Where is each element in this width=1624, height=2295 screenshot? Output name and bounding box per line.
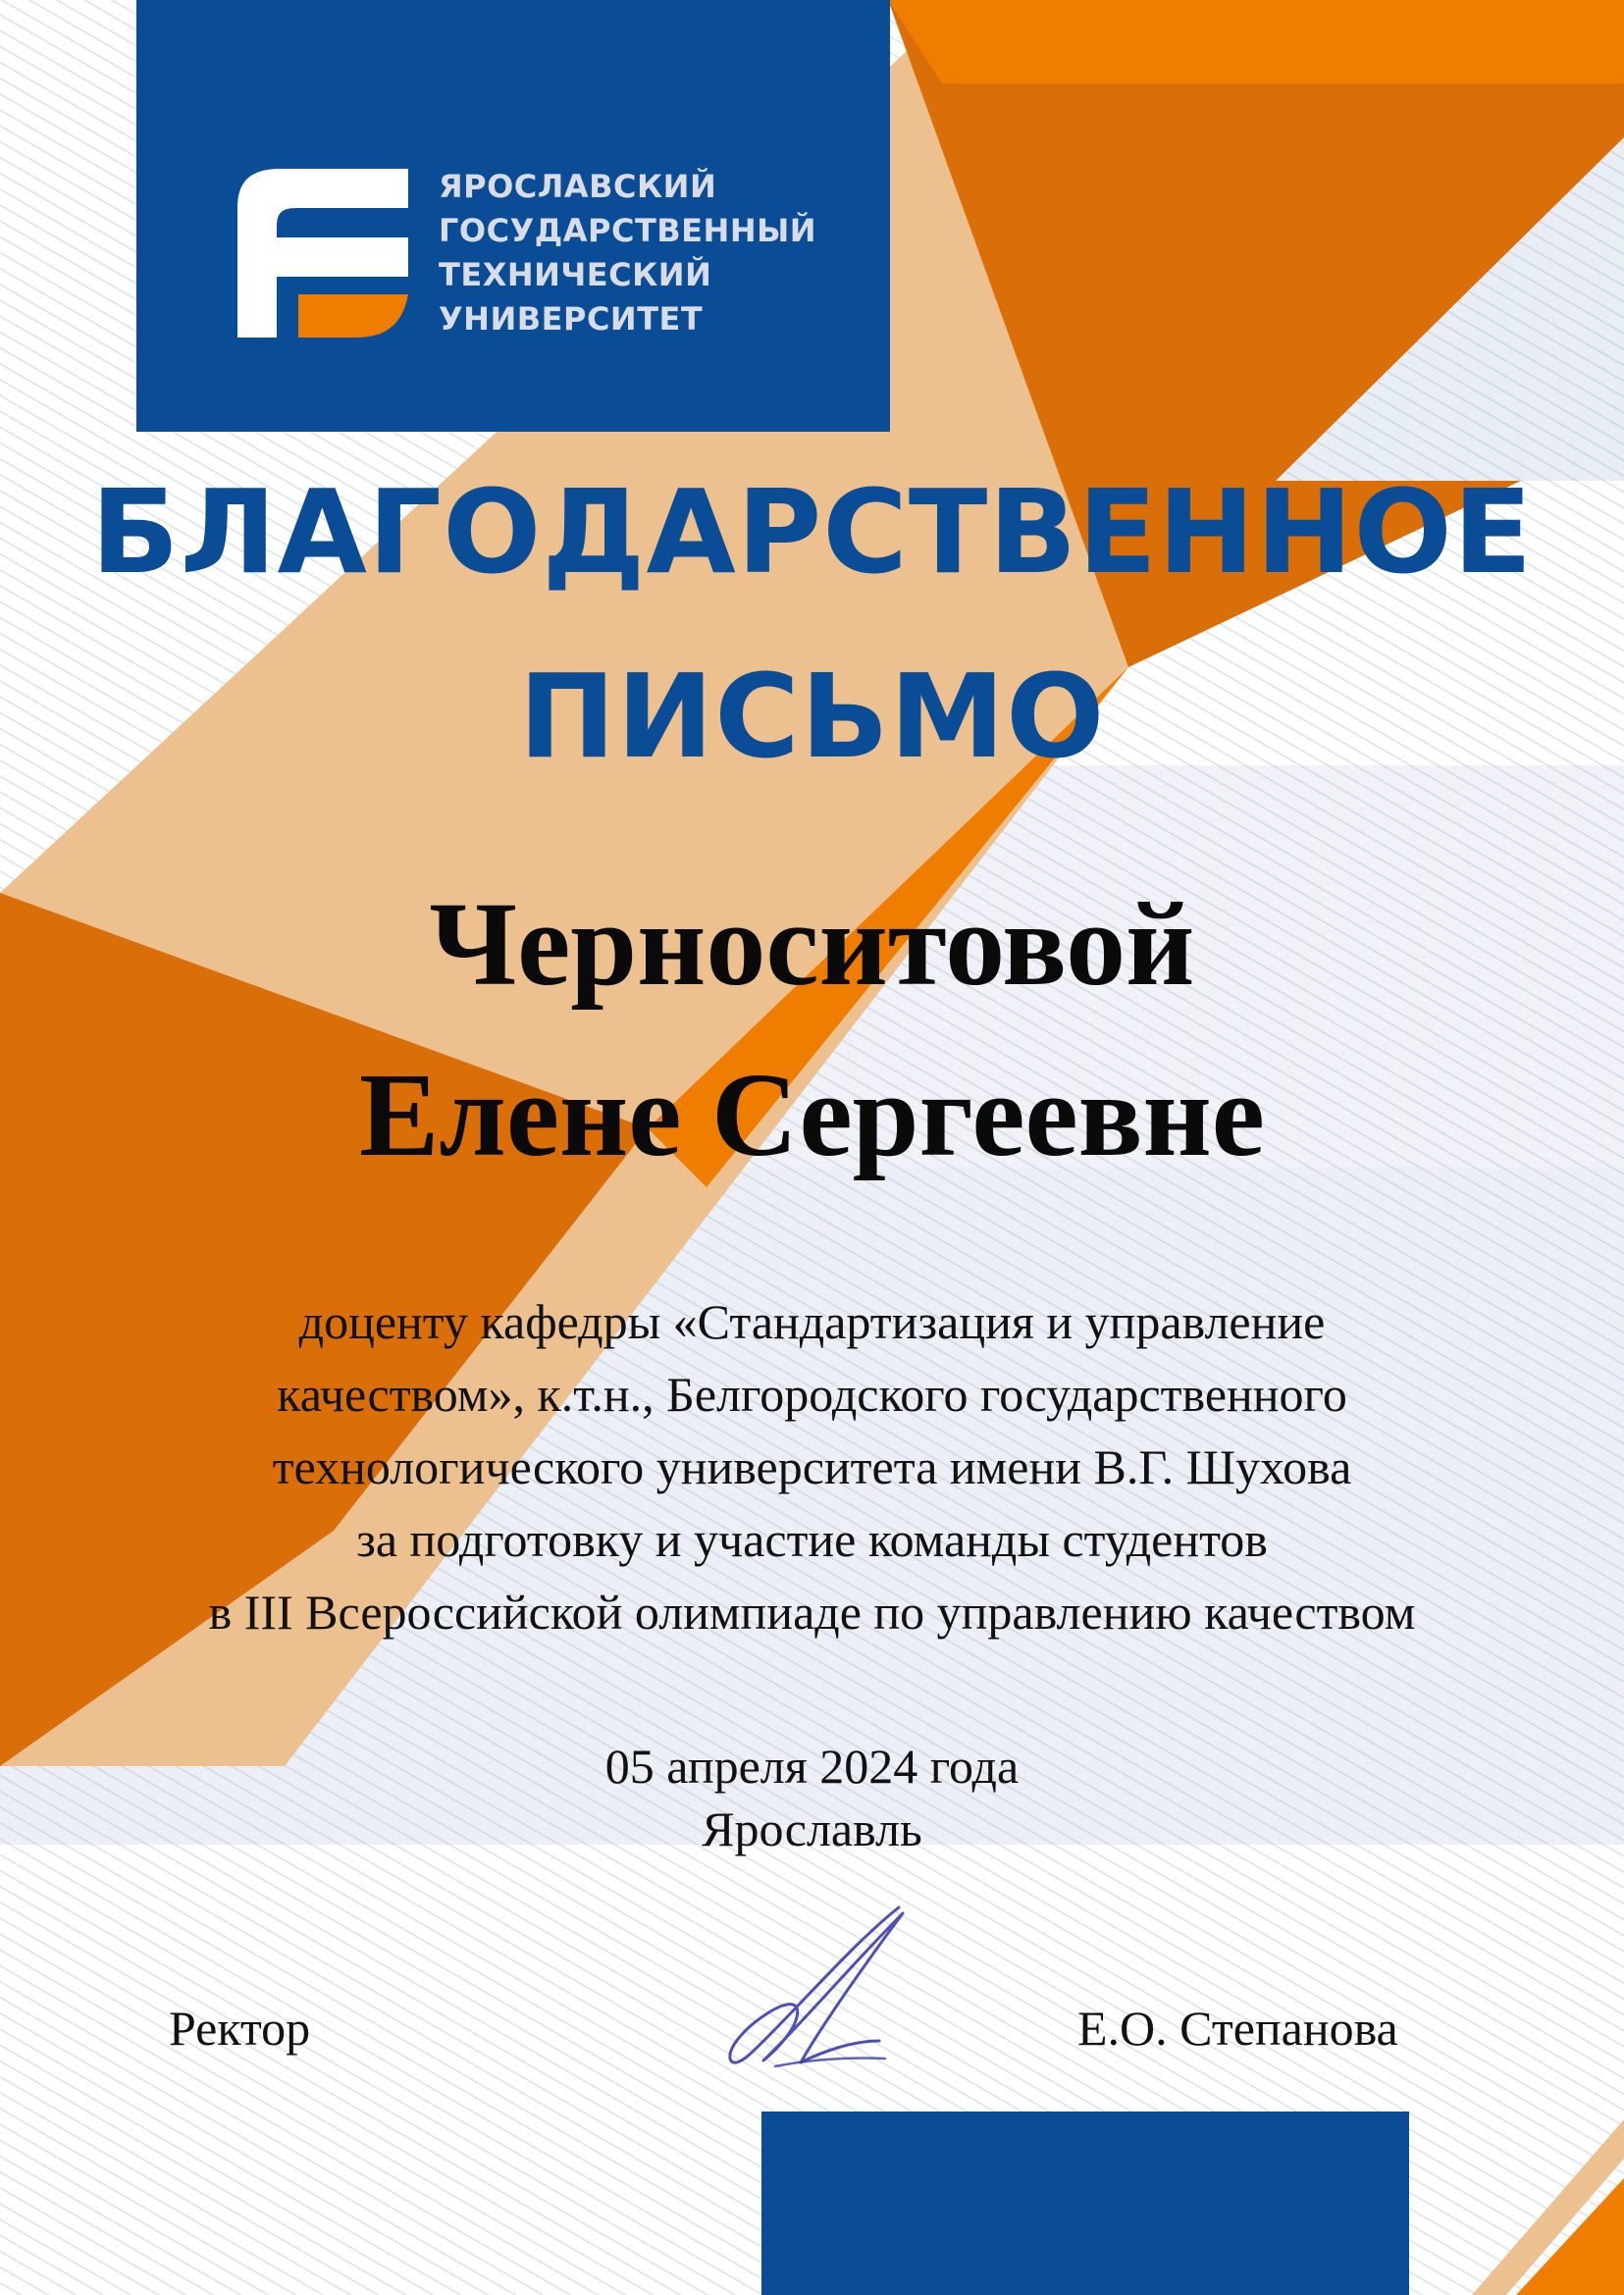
ystu-logo-mark-icon xyxy=(237,169,408,338)
document-title-line-1: БЛАГОДАРСТВЕННОЕ xyxy=(90,464,1534,600)
body-line: качеством», к.т.н., Белгородского государственного xyxy=(277,1367,1347,1422)
logo-line: ГОСУДАРСТВЕННЫЙ xyxy=(439,212,817,249)
orange-top-strip xyxy=(888,0,1624,83)
logo-line: ЯРОСЛАВСКИЙ xyxy=(439,168,717,205)
date-place xyxy=(0,1735,1624,1860)
body-line: в III Всероссийской олимпиаде по управлению качеством xyxy=(208,1585,1416,1640)
document-title-line-2: ПИСЬМО xyxy=(518,649,1106,784)
body-line: технологического университета имени В.Г. Шухова xyxy=(272,1439,1352,1494)
recipient-given-names: Елене Сергеевне xyxy=(359,1049,1265,1181)
bottom-blue-panel xyxy=(761,2112,1409,2295)
issue-city: Ярославль xyxy=(702,1801,922,1856)
signatory-name: Е.О. Степанова xyxy=(1077,2001,1398,2056)
logo-line: УНИВЕРСИТЕТ xyxy=(439,300,704,338)
body-line: доценту кафедры «Стандартизация и управление xyxy=(298,1294,1326,1349)
logo-line: ТЕХНИЧЕСКИЙ xyxy=(439,256,712,293)
signatory-role: Ректор xyxy=(169,2001,311,2056)
body-line: за подготовку и участие команды студентов xyxy=(356,1512,1268,1567)
recipient-surname: Черноситовой xyxy=(429,878,1195,1011)
signature-icon xyxy=(707,1894,922,2080)
logo-wordmark xyxy=(439,165,816,341)
issue-date: 05 апреля 2024 года xyxy=(604,1739,1020,1794)
letter-body xyxy=(0,1285,1624,1648)
